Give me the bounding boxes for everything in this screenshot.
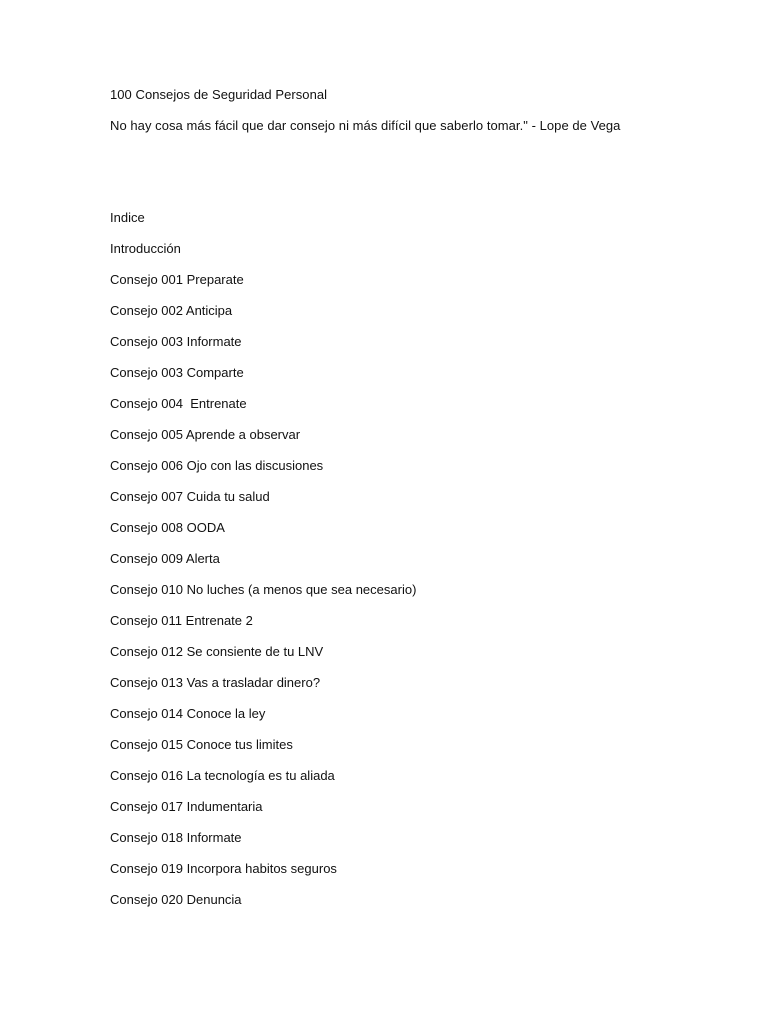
toc-item: Consejo 015 Conoce tus limites [110,737,293,752]
toc-heading: Indice [110,210,145,225]
toc-item: Consejo 018 Informate [110,830,242,845]
table-of-contents [110,210,416,923]
toc-item: Consejo 014 Conoce la ley [110,706,266,721]
toc-item: Consejo 003 Informate [110,334,242,349]
toc-item: Consejo 006 Ojo con las discusiones [110,458,324,473]
toc-item: Consejo 016 La tecnología es tu aliada [110,768,335,783]
toc-item: Consejo 003 Comparte [110,365,244,380]
toc-item: Consejo 019 Incorpora habitos seguros [110,861,337,876]
toc-item: Consejo 007 Cuida tu salud [110,489,270,504]
toc-item: Consejo 009 Alerta [110,551,220,566]
document-quote: No hay cosa más fácil que dar consejo ni más difícil que saberlo tomar." - Lope de Vega [110,118,621,133]
toc-item: Consejo 011 Entrenate 2 [110,613,253,628]
toc-item: Consejo 005 Aprende a observar [110,427,301,442]
toc-item: Consejo 002 Anticipa [110,303,233,318]
toc-item: Consejo 008 OODA [110,520,225,535]
toc-item: Introducción [110,241,181,256]
toc-item: Consejo 001 Preparate [110,272,244,287]
toc-item: Consejo 010 No luches (a menos que sea necesario) [110,582,417,597]
document-title: 100 Consejos de Seguridad Personal [110,87,328,102]
toc-item: Consejo 017 Indumentaria [110,799,263,814]
toc-item: Consejo 020 Denuncia [110,892,242,907]
toc-item: Consejo 004 Entrenate [110,396,247,411]
toc-item: Consejo 012 Se consiente de tu LNV [110,644,324,659]
toc-item: Consejo 013 Vas a trasladar dinero? [110,675,321,690]
